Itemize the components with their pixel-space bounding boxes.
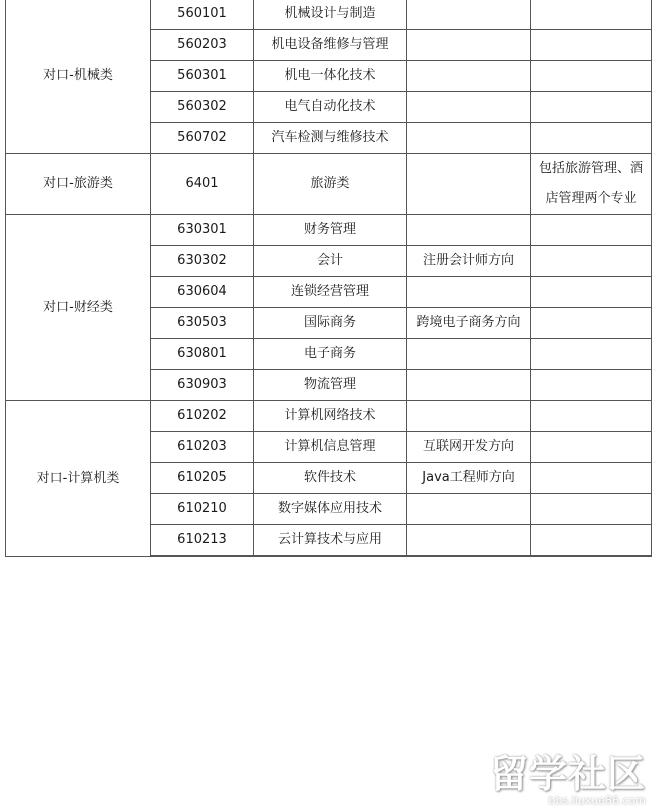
major-cell: 计算机网络技术	[254, 401, 407, 432]
major-cell: 国际商务	[254, 308, 407, 339]
direction-cell	[407, 339, 531, 370]
code-cell: 610203	[151, 432, 254, 463]
direction-cell: 互联网开发方向	[407, 432, 531, 463]
direction-cell	[407, 30, 531, 61]
category-cell: 对口-财经类	[6, 215, 151, 401]
major-cell: 财务管理	[254, 215, 407, 246]
note-cell	[531, 215, 652, 246]
code-cell: 610210	[151, 494, 254, 525]
table-row	[6, 0, 652, 30]
note-cell	[531, 30, 652, 61]
code-cell: 6401	[151, 154, 254, 215]
code-cell: 560203	[151, 30, 254, 61]
direction-cell: 注册会计师方向	[407, 246, 531, 277]
note-cell: 包括旅游管理、酒店管理两个专业	[531, 154, 652, 215]
note-cell	[531, 339, 652, 370]
direction-cell	[407, 525, 531, 556]
category-cell: 对口-计算机类	[6, 401, 151, 557]
code-cell: 630503	[151, 308, 254, 339]
major-cell: 机电设备维修与管理	[254, 30, 407, 61]
direction-cell	[407, 277, 531, 308]
note-cell	[531, 92, 652, 123]
major-cell: 电气自动化技术	[254, 92, 407, 123]
note-cell	[531, 370, 652, 401]
direction-cell: 跨境电子商务方向	[407, 308, 531, 339]
note-cell	[531, 308, 652, 339]
code-cell: 630302	[151, 246, 254, 277]
code-cell: 630604	[151, 277, 254, 308]
table-row	[6, 215, 652, 246]
major-cell: 软件技术	[254, 463, 407, 494]
major-cell: 机械设计与制造	[254, 0, 407, 30]
watermark-logo: 留学社区	[489, 752, 646, 796]
direction-cell	[407, 401, 531, 432]
code-cell: 560301	[151, 61, 254, 92]
code-cell: 630301	[151, 215, 254, 246]
note-cell	[531, 463, 652, 494]
direction-cell	[407, 0, 531, 30]
major-table-body	[6, 0, 652, 557]
direction-cell	[407, 370, 531, 401]
major-cell: 电子商务	[254, 339, 407, 370]
code-cell: 610202	[151, 401, 254, 432]
direction-cell	[407, 215, 531, 246]
direction-cell	[407, 123, 531, 154]
note-cell	[531, 61, 652, 92]
major-cell: 物流管理	[254, 370, 407, 401]
category-cell: 对口-旅游类	[6, 154, 151, 215]
note-cell	[531, 123, 652, 154]
code-cell: 560702	[151, 123, 254, 154]
table-row	[6, 401, 652, 432]
site-watermark	[490, 754, 646, 807]
note-cell	[531, 525, 652, 556]
major-cell: 会计	[254, 246, 407, 277]
note-cell	[531, 556, 652, 557]
code-cell: 630903	[151, 370, 254, 401]
note-cell	[531, 432, 652, 463]
major-cell: 云计算技术与应用	[254, 525, 407, 556]
major-cell: 旅游类	[254, 154, 407, 215]
note-cell	[531, 494, 652, 525]
code-cell: 560101	[151, 0, 254, 30]
major-cell	[254, 556, 407, 557]
watermark-url: bbs.liuxue86.com	[548, 794, 646, 807]
major-cell: 计算机信息管理	[254, 432, 407, 463]
major-cell: 机电一体化技术	[254, 61, 407, 92]
direction-cell	[407, 556, 531, 557]
direction-cell: Java工程师方向	[407, 463, 531, 494]
major-cell: 汽车检测与维修技术	[254, 123, 407, 154]
category-cell: 对口-机械类	[6, 0, 151, 154]
code-cell: 610205	[151, 463, 254, 494]
note-cell	[531, 0, 652, 30]
direction-cell	[407, 92, 531, 123]
note-cell	[531, 246, 652, 277]
direction-cell	[407, 154, 531, 215]
note-cell	[531, 277, 652, 308]
direction-cell	[407, 61, 531, 92]
code-cell: 560302	[151, 92, 254, 123]
code-cell	[151, 556, 254, 557]
table-row	[6, 154, 652, 215]
note-cell	[531, 401, 652, 432]
major-cell: 数字媒体应用技术	[254, 494, 407, 525]
code-cell: 630801	[151, 339, 254, 370]
major-cell: 连锁经营管理	[254, 277, 407, 308]
code-cell: 610213	[151, 525, 254, 556]
direction-cell	[407, 494, 531, 525]
major-table	[5, 0, 652, 557]
